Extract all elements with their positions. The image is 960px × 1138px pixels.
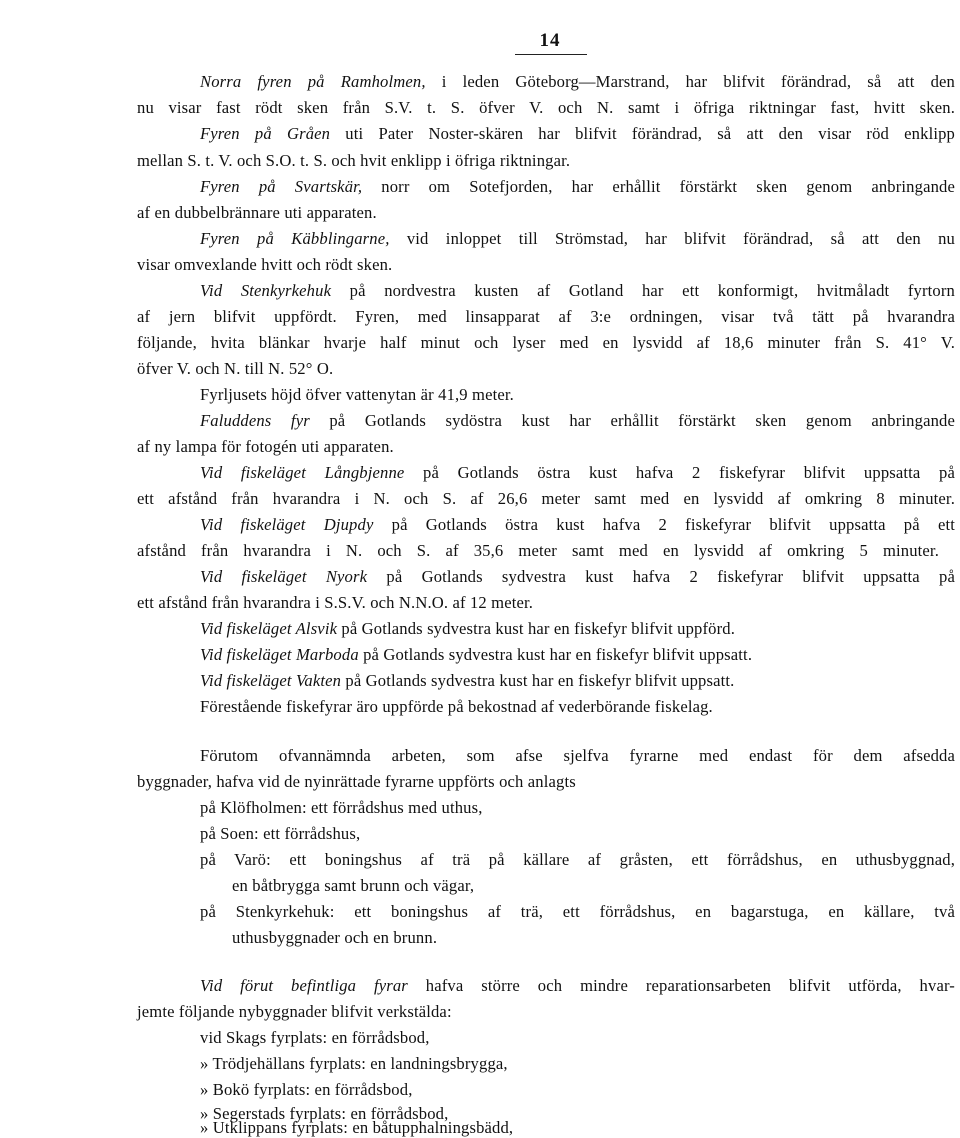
text-line: på Stenkyrkehuk: ett boningshus af trä, ett förrådshus, en bagarstuga, en källare, två [200,902,955,921]
text-line: » Trödjehällans fyrplats: en landningsbrygga, [200,1054,508,1073]
text-line: Vid förut befintliga fyrar hafva större och mindre reparationsarbeten blifvit utförda, hvar- [200,976,955,995]
text-line: Vid fiskeläget Alsvik på Gotlands sydvestra kust har en fiskefyr blifvit uppförd. [200,619,736,638]
text-line: Vid fiskeläget Vakten på Gotlands sydvestra kust har en fiskefyr blifvit uppsatt. [200,671,735,690]
text-line: jemte följande nybyggnader blifvit verkstälda: [137,1002,452,1021]
text-line: Fyren på Gråen uti Pater Noster-skären har blifvit förändrad, så att den visar röd enklipp [200,124,955,143]
text-line: afstånd från hvarandra i N. och S. af 35,6 meter samt med en lysvidd af omkring 5 minuter. [137,541,939,560]
text-line: » Bokö fyrplats: en förrådsbod, [200,1080,413,1099]
text-line: af ny lampa för fotogén uti apparaten. [137,437,394,456]
text-line: nu visar fast rödt sken från S.V. t. S. öfver V. och N. samt i öfriga riktningar fast, hvitt sken. [137,98,955,117]
text-line: en båtbrygga samt brunn och vägar, [232,876,475,895]
text-line: Fyren på Svartskär, norr om Sotefjorden, har erhållit förstärkt sken genom anbringande [200,177,955,196]
page-number: 14 [539,30,561,51]
text-line: på Soen: ett förrådshus, [200,824,361,843]
text-line: följande, hvita blänkar hvarje half minut och lyser med en lysvidd af 18,6 minuter från S. 41° V. [137,333,955,352]
text-line: på Varö: ett boningshus af trä på källare af gråsten, ett förrådshus, en uthusbyggnad, [200,850,955,869]
text-line: ett afstånd från hvarandra i N. och S. af 26,6 meter samt med en lysvidd af omkring 8 minuter. [137,489,955,508]
text-line: Vid fiskeläget Nyork på Gotlands sydvestra kust hafva 2 fiskefyrar blifvit uppsatta på [200,567,956,586]
text-line: af en dubbelbrännare uti apparaten. [137,203,377,222]
text-line: » Utklippans fyrplats: en båtupphalningsbädd, [200,1118,514,1137]
text-line: vid Skags fyrplats: en förrådsbod, [200,1028,430,1047]
text-line: af jern blifvit uppfördt. Fyren, med linsapparat af 3:e ordningen, visar två tätt på hvarandra [137,307,955,326]
text-line: » Segerstads fyrplats: en förrådsbod, [200,1104,449,1123]
text-line: Förestående fiskefyrar äro uppförde på bekostnad af vederbörande fiskelag. [200,697,713,716]
text-line: öfver V. och N. till N. 52° O. [137,359,334,378]
text-line: Vid fiskeläget Marboda på Gotlands sydvestra kust har en fiskefyr blifvit uppsatt. [200,645,753,664]
text-line: mellan S. t. V. och S.O. t. S. och hvit enklipp i öfriga riktningar. [137,151,571,170]
text-line: Faluddens fyr på Gotlands sydöstra kust har erhållit förstärkt sken genom anbringande [200,411,955,430]
text-line: Vid fiskeläget Djupdy på Gotlands östra kust hafva 2 fiskefyrar blifvit uppsatta på ett [200,515,955,534]
text-line: Fyrljusets höjd öfver vattenytan är 41,9 meter. [200,385,514,404]
text-line: Vid Stenkyrkehuk på nordvestra kusten af Gotland har ett konformigt, hvitmåladt fyrtorn [200,281,955,300]
text-line: Norra fyren på Ramholmen, i leden Göteborg—Marstrand, har blifvit förändrad, så att den [200,72,955,91]
text-line: byggnader, hafva vid de nyinrättade fyrarne uppförts och anlagts [137,772,576,791]
text-line: Fyren på Käbblingarne, vid inloppet till Strömstad, har blifvit förändrad, så att den nu [200,229,955,248]
text-line: Vid fiskeläget Långbjenne på Gotlands östra kust hafva 2 fiskefyrar blifvit uppsatta på [200,463,955,482]
text-line: uthusbyggnader och en brunn. [232,928,438,947]
text-line: Förutom ofvannämnda arbeten, som afse sjelfva fyrarne med endast för dem afsedda [200,746,955,765]
text-line: ett afstånd från hvarandra i S.S.V. och N.N.O. af 12 meter. [137,593,534,612]
page-number-rule [515,54,587,55]
text-line: på Klöfholmen: ett förrådshus med uthus, [200,798,483,817]
text-line: visar omvexlande hvitt och rödt sken. [137,255,393,274]
